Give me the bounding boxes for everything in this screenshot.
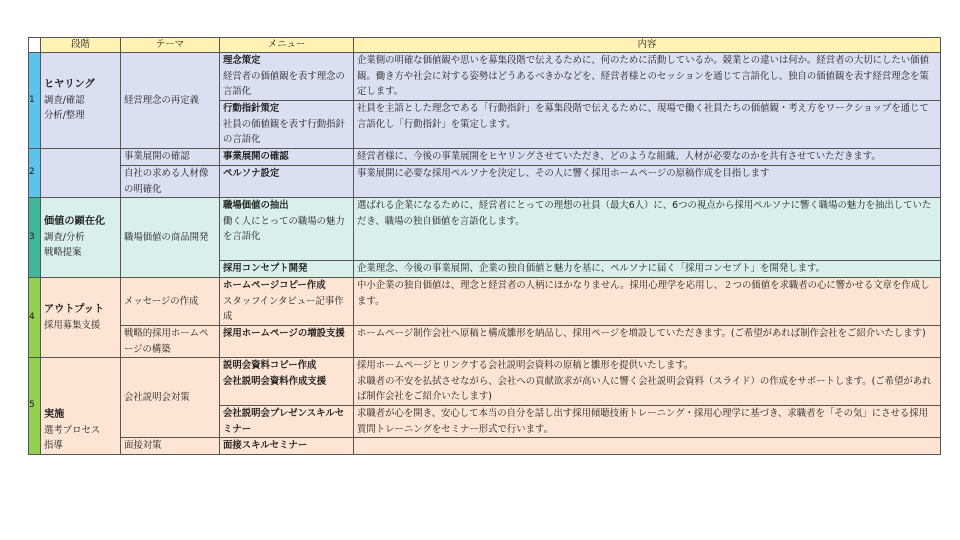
theme-cell: 経営理念の再定義: [121, 53, 220, 149]
stage-cell: [41, 149, 121, 198]
table-row: [29, 198, 941, 261]
content-cell: 求職者が心を開き、安心して本当の自分を話し出す採用傾聴技術トレーニング・採用心理学に基づき、求職者を「その気」にさせる採用質問トレーニングをセミナー形式で行います。: [354, 406, 941, 438]
table-row: [29, 278, 941, 326]
header-stage: 段階: [41, 38, 121, 53]
menu-title: 事業展開の確認: [220, 149, 354, 166]
stage-number: 5: [29, 358, 41, 455]
menu-title: 説明会資料コピー作成: [223, 360, 317, 371]
stage-sub: 調査/分析: [44, 231, 85, 243]
stage-title: 価値の顕在化: [44, 216, 106, 228]
content-cell: [354, 358, 941, 406]
menu-title: 会社説明会プレゼンスキルセミナー: [220, 406, 354, 438]
stage-cell: [41, 53, 121, 149]
content-line: 採用ホームページとリンクする会社説明会資料の原稿と雛形を提供いたします。: [357, 360, 694, 371]
menu-title: 採用ホームページの増設支援: [220, 326, 354, 358]
theme-cell: 職場価値の商品開発: [121, 198, 220, 278]
stage-title: アウトプット: [44, 304, 105, 315]
menu-desc: 働く人にとっての職場の魅力を言語化: [223, 215, 345, 242]
table-row: [29, 358, 941, 406]
table-row: [29, 149, 941, 166]
table-row: [29, 326, 941, 358]
menu-title: 面接スキルセミナー: [220, 438, 354, 455]
theme-cell: 面接対策: [121, 438, 220, 455]
content-line: 求職者の不安を払拭させながら、会社への貢献欲求が高い人に響く会社説明会資料（スライド）の作成をサポートします。(ご希望があれば制作会社をご紹介いたします): [357, 375, 932, 402]
menu-cell: [220, 198, 354, 261]
stage-sub: 戦略提案: [44, 247, 82, 259]
content-cell: 経営者様に、今後の事業展開をヒヤリングさせていただき、どのような組織、人材が必要なのかを共有させていただきます。: [354, 149, 941, 166]
header-num: [29, 38, 41, 53]
stage-sub: 採用募集支援: [44, 319, 101, 331]
menu-title: 会社説明会資料作成支援: [223, 375, 327, 387]
stage-number: 2: [29, 149, 41, 198]
stage-cell: [41, 278, 121, 358]
content-cell: 社員を主語とした理念である「行動指針」を募集段階で伝えるために、現場で働く社員たちの価値観・考え方をワークショップを通じて言語化し「行動指針」を策定します。: [354, 101, 941, 149]
header-row: [29, 38, 941, 53]
menu-cell: [220, 278, 354, 326]
table-row: [29, 438, 941, 455]
stage-number: 3: [29, 198, 41, 278]
stage-title: ヒヤリング: [44, 79, 95, 91]
stage-sub: 指導: [44, 440, 63, 451]
stage-title: 実施: [44, 409, 65, 420]
theme-cell: 戦略的採用ホームページの構築: [121, 326, 220, 358]
menu-cell: [220, 53, 354, 101]
stage-number: 4: [29, 278, 41, 358]
header-menu: メニュー: [220, 38, 354, 53]
content-cell: 企業理念、今後の事業展開、企業の独自価値と魅力を基に、ペルソナに届く「採用コンセプト」を開発します。: [354, 261, 941, 278]
menu-cell: [220, 101, 354, 149]
menu-cell: [220, 358, 354, 406]
service-table: [28, 37, 941, 455]
menu-title: 理念策定: [223, 55, 261, 66]
header-content: 内容: [354, 38, 941, 53]
content-cell: [354, 438, 941, 455]
content-cell: 事業展開に必要な採用ペルソナを決定し、その人に響く採用ホームページの原稿作成を目指します: [354, 166, 941, 198]
theme-cell: 会社説明会対策: [121, 358, 220, 438]
stage-sub: 選考プロセス: [44, 424, 101, 436]
stage-cell: [41, 358, 121, 455]
menu-title: 行動指針策定: [223, 103, 280, 114]
menu-desc: スタッフインタビュー記事作成: [223, 295, 344, 322]
stage-sub: 調査/確認: [44, 94, 85, 106]
menu-title: 採用コンセプト開発: [220, 261, 354, 278]
content-cell: 企業側の明確な価値観や思いを募集段階で伝えるために、何のために活動しているか。競業との違いは何か。経営者の大切にしたい価値観。働き方や社会に対する姿勢はどうあるべきかなどを、経営者様とのセッションを通じて言語化し、独自の価値観を表す経営理念を策定します。: [354, 53, 941, 101]
menu-desc: 社員の価値観を表す行動指針の言語化: [223, 118, 345, 145]
menu-title: ホームページコピー作成: [223, 280, 326, 291]
stage-cell: [41, 198, 121, 278]
table-row: [29, 166, 941, 198]
content-cell: ホームページ制作会社へ原稿と構成雛形を納品し、採用ページを増設していただきます。(ご希望があれば制作会社をご紹介いたします): [354, 326, 941, 358]
header-theme: テーマ: [121, 38, 220, 53]
content-cell: 選ばれる企業になるために、経営者にとっての理想の社員（最大6人）に、6つの視点から採用ペルソナに響く職場の魅力を抽出していただき、職場の独自価値を言語化します。: [354, 198, 941, 261]
table-row: [29, 53, 941, 101]
menu-title: ペルソナ設定: [220, 166, 354, 198]
content-cell: 中小企業の独自価値は、理念と経営者の人柄にほかなりません。採用心理学を応用し、２つの価値を求職者の心に響かせる文章を作成します。: [354, 278, 941, 326]
theme-cell: メッセージの作成: [121, 278, 220, 326]
theme-cell: 事業展開の確認: [121, 149, 220, 166]
menu-title: 職場価値の抽出: [223, 200, 289, 211]
stage-number: 1: [29, 53, 41, 149]
stage-sub: 分析/整理: [44, 110, 85, 122]
menu-desc: 経営者の価値観を表す理念の言語化: [223, 70, 345, 97]
theme-cell: 自社の求める人材像の明確化: [121, 166, 220, 198]
